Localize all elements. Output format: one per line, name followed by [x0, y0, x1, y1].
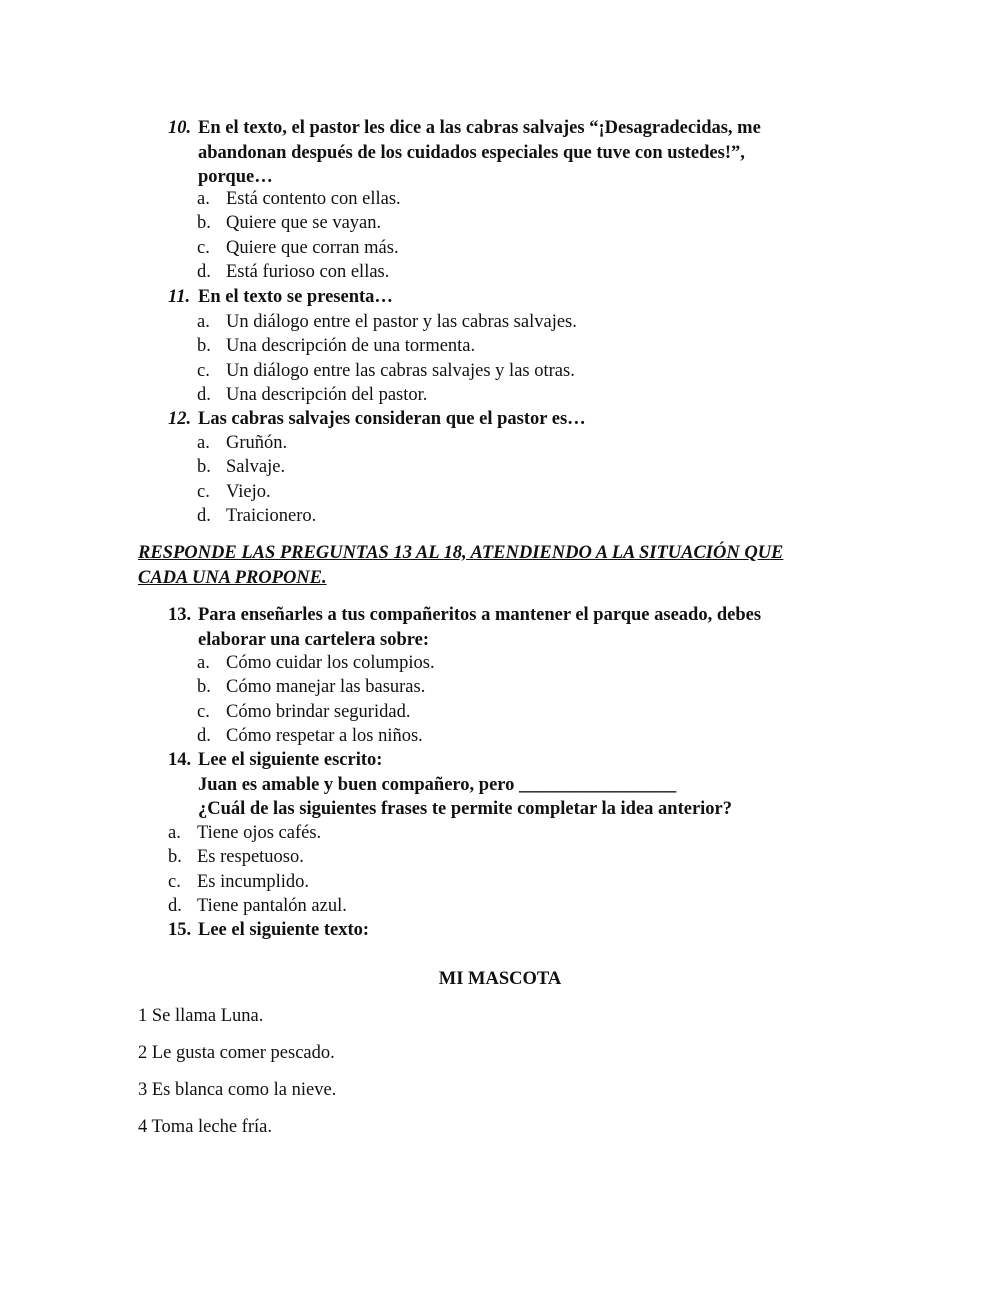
question-text: En el texto, el pastor les dice a las cabras salvajes “¡Desagradecidas, me abandonan después de los cuidados especiales que tuve con ustedes!”, porque…	[198, 118, 761, 187]
question-10	[168, 116, 848, 190]
option-d: d. Una descripción del pastor.	[197, 385, 428, 406]
question-text: Lee el siguiente texto:	[198, 920, 370, 940]
option-c: c. Quiere que corran más.	[197, 237, 399, 258]
question-number: 11.	[168, 287, 191, 307]
question-text: En el texto se presenta…	[198, 287, 393, 307]
story-line-2: 2 Le gusta comer pescado.	[138, 1043, 335, 1063]
option-d: d. Tiene pantalón azul.	[168, 896, 347, 917]
story-line-3: 3 Es blanca como la nieve.	[138, 1080, 337, 1100]
option-d: d. Traicionero.	[197, 506, 317, 527]
question-text: Lee el siguiente escrito: Juan es amable y buen compañero, pero _________________ ¿Cuál de las siguientes frases te permite completar la idea anterior?	[198, 750, 733, 819]
option-c: c. Es incumplido.	[168, 871, 310, 892]
option-a: a. Está contento con ellas.	[197, 189, 401, 209]
option-b: b. Quiere que se vayan.	[197, 213, 382, 234]
question-text: Las cabras salvajes consideran que el pastor es…	[198, 409, 586, 429]
option-b: b. Una descripción de una tormenta.	[197, 336, 476, 357]
story-line-1: 1 Se llama Luna.	[138, 1006, 264, 1026]
option-c: c. Cómo brindar seguridad.	[197, 701, 411, 722]
question-number: 13.	[168, 605, 192, 625]
option-a: a. Cómo cuidar los columpios.	[197, 653, 435, 673]
option-c: c. Un diálogo entre las cabras salvajes y las otras.	[197, 360, 575, 381]
option-b: b. Es respetuoso.	[168, 847, 304, 868]
option-d: d. Cómo respetar a los niños.	[197, 726, 423, 747]
question-12-options	[197, 431, 316, 529]
question-10-options	[197, 187, 401, 285]
option-b: b. Salvaje.	[197, 457, 286, 478]
option-d: d. Está furioso con ellas.	[197, 262, 390, 283]
option-c: c. Viejo.	[197, 481, 271, 502]
section-instruction: RESPONDE LAS PREGUNTAS 13 AL 18, ATENDIENDO A LA SITUACIÓN QUE CADA UNA PROPONE.	[138, 543, 784, 588]
option-a: a. Tiene ojos cafés.	[168, 823, 322, 843]
story-title: MI MASCOTA	[438, 969, 562, 989]
question-15	[168, 918, 848, 943]
question-text: Para enseñarles a tus compañeritos a mantener el parque aseado, debes elaborar una cartelera sobre:	[198, 605, 762, 650]
option-a: a. Un diálogo entre el pastor y las cabras salvajes.	[197, 312, 577, 332]
question-11-options	[197, 310, 577, 408]
question-14	[168, 748, 848, 822]
option-b: b. Cómo manejar las basuras.	[197, 677, 426, 698]
question-13	[168, 603, 848, 652]
story-line-4: 4 Toma leche fría.	[138, 1117, 272, 1137]
question-number: 14.	[168, 750, 192, 770]
option-a: a. Gruñón.	[197, 433, 288, 453]
question-number: 12.	[168, 409, 192, 429]
question-11	[168, 285, 848, 310]
question-12	[168, 407, 848, 432]
question-14-options	[168, 821, 347, 919]
question-number: 15.	[168, 920, 192, 940]
question-13-options	[197, 651, 435, 749]
question-number: 10.	[168, 118, 192, 138]
